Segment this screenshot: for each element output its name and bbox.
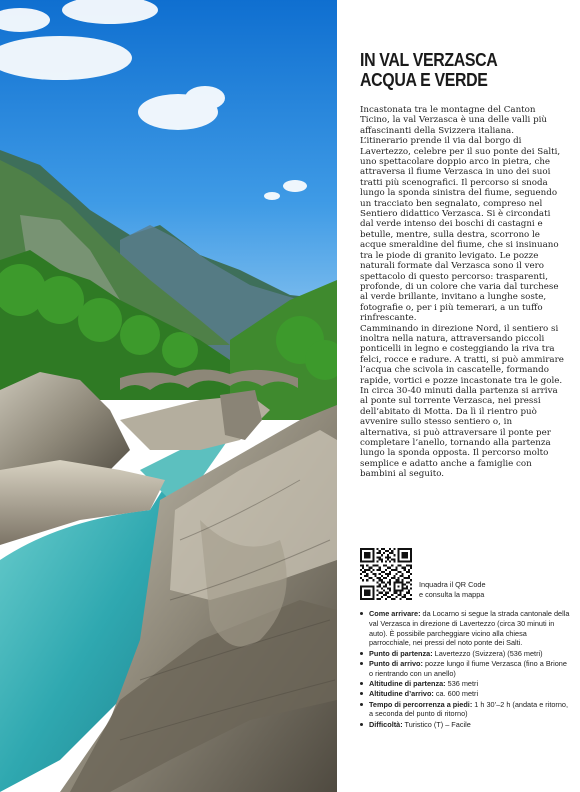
info-label: Altitudine di partenza:	[369, 679, 446, 689]
qr-caption	[419, 580, 569, 600]
bullet-icon	[360, 692, 363, 695]
info-text: ca. 600 metri	[433, 689, 479, 699]
info-item-altitudine-arrivo	[360, 689, 570, 699]
bullet-icon	[360, 703, 363, 706]
info-item-punto-di-partenza	[360, 649, 570, 659]
article-column	[349, 0, 571, 792]
info-text: 536 metri	[445, 679, 479, 689]
info-label: Tempo di percorrenza a piedi:	[369, 699, 473, 709]
info-label: Punto di arrivo:	[369, 658, 423, 668]
bullet-icon	[360, 723, 363, 726]
info-text: pozze lungo il fiume Verzasca (fino a Brione o rientrando con un anello)	[369, 658, 567, 678]
trail-info-list	[360, 609, 570, 730]
info-text: 1 h 30’–2 h (andata e ritorno, a seconda del punto di ritorno)	[369, 699, 569, 719]
bullet-icon	[360, 682, 363, 685]
article-title	[360, 50, 566, 90]
info-text: da Locarno si segue la strada cantonale della val Verzasca in direzione di Lavertezzo (circa 30 minuti in auto). È possibile parcheggiare vicino alla chiesa parrocchiale, nei pressi del noto ponte dei Salti.	[369, 609, 570, 648]
info-item-punto-di-arrivo	[360, 659, 570, 679]
info-item-altitudine-partenza	[360, 679, 570, 689]
paragraph: Incastonata tra le montagne del Canton Ticino, la val Verzasca è una delle valli più affascinanti della Svizzera italiana. L’itinerario prende il via dal borgo di Lavertezzo, celebre per il suo ponte dei Salti, uno spettacolare doppio arco in pietra, che attraversa il fiume Verzasca in uno dei suoi tratti più scenografici. Il percorso si snoda lungo la sponda sinistra del fiume, seguendo un tracciato ben segnalato, compreso nel Sentiero didattico Verzasca. Si è circondati dal verde intenso dei boschi di castagni e betulle, mentre, sulla destra, scorrono le acque smeraldine del fiume, che si insinuano tra le piode di granito levigato. Le pozze naturali formate dal Verzasca sono il vero spettacolo di questo percorso: trasparenti, profonde, di un colore che varia dal turchese al verde brillante, invitano a lunghe soste, fotografie o, per i più temerari, a un tuffo rinfrescante.	[360, 105, 561, 324]
info-text: Lavertezzo (Svizzera) (536 metri)	[432, 648, 543, 658]
title-line-2: ACQUA E VERDE	[360, 69, 488, 90]
info-item-difficolta	[360, 720, 570, 730]
bullet-icon	[360, 612, 363, 615]
title-line-1: IN VAL VERZASCA	[360, 49, 498, 70]
paragraph: In circa 30-40 minuti dalla partenza si arriva al ponte sul torrente Verzasca, nei pressi dell’abitato di Motta. Da lì il rientro può avvenire sullo stesso sentiero o, in alternativa, si può attraversare il ponte per completare l’anello, tornando alla partenza lungo la sponda opposta. Il percorso molto semplice e adatto anche a famiglie con bambini al seguito.	[360, 385, 558, 480]
bullet-icon	[360, 662, 363, 665]
paragraph: Camminando in direzione Nord, il sentiero si inoltra nella natura, attraversando piccoli ponticelli in legno e costeggiando la riva tra felci, rocce e radure. A tratti, si può ammirare l’acqua che scivola in cascatelle, formando rapide, vortici e pozze incastonate tra le gole.	[360, 323, 564, 386]
info-label: Difficoltà:	[369, 719, 403, 729]
qr-code[interactable]	[360, 548, 412, 600]
bullet-icon	[360, 652, 363, 655]
info-item-come-arrivare	[360, 609, 570, 648]
info-label: Altitudine d’arrivo:	[369, 689, 434, 699]
info-text: Turistico (T) – Facile	[402, 719, 471, 729]
info-label: Punto di partenza:	[369, 648, 433, 658]
article-body	[360, 105, 564, 480]
qr-caption-line-1: Inquadra il QR Code	[419, 580, 486, 589]
info-label: Come arrivare:	[369, 609, 421, 618]
qr-caption-line-2: e consulta la mappa	[419, 590, 485, 599]
info-item-tempo-percorrenza	[360, 700, 570, 720]
